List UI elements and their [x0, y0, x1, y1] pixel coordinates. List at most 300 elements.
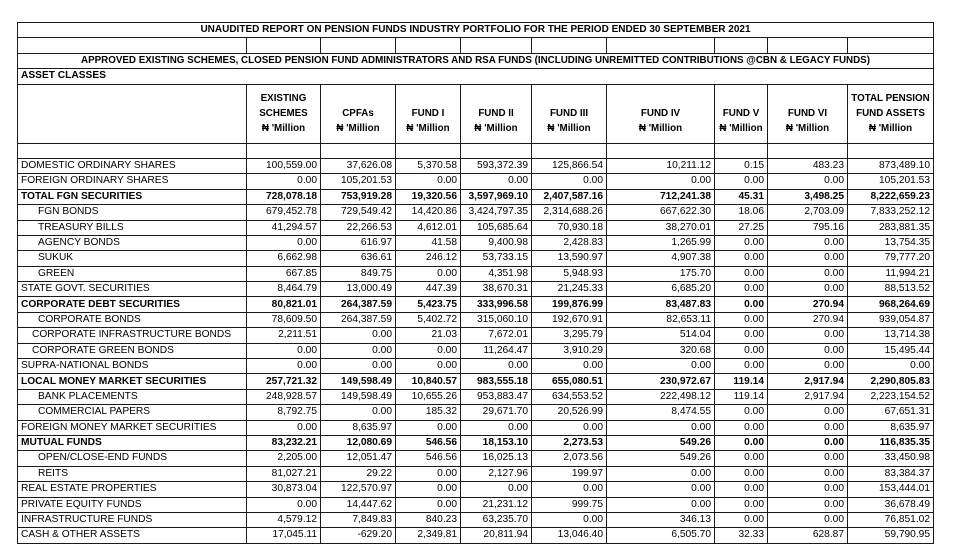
cell-value: 0.00 — [768, 359, 848, 374]
cell-value: 119.14 — [715, 374, 768, 389]
table-row — [18, 282, 934, 297]
cell-value: 3,910.29 — [532, 343, 607, 358]
cell-value: 270.94 — [768, 312, 848, 327]
cell-value: 5,423.75 — [396, 297, 461, 312]
cell-value: 264,387.59 — [321, 297, 396, 312]
cell-value: 83,487.83 — [607, 297, 715, 312]
cell-value: 953,883.47 — [461, 389, 532, 404]
cell-value: 0.00 — [715, 466, 768, 481]
cell-value: 0.00 — [768, 343, 848, 358]
cell-value: 9,400.98 — [461, 235, 532, 250]
column-header-line2: FUND II — [478, 108, 514, 120]
table-row — [18, 466, 934, 481]
cell-value: 230,972.67 — [607, 374, 715, 389]
cell-value: 0.00 — [321, 328, 396, 343]
cell-value: 4,612.01 — [396, 220, 461, 235]
cell-value: 70,930.18 — [532, 220, 607, 235]
cell-value: 0.00 — [396, 466, 461, 481]
cell-value: 2,917.94 — [768, 374, 848, 389]
cell-value: 0.00 — [715, 512, 768, 527]
column-header-unit: ₦ 'Million — [336, 123, 380, 135]
title-row — [18, 23, 934, 38]
row-label: FGN BONDS — [18, 205, 247, 220]
cell-value: 0.00 — [247, 497, 321, 512]
table-row — [18, 266, 934, 281]
cell-value: 0.00 — [715, 343, 768, 358]
cell-value: 616.97 — [321, 235, 396, 250]
cell-value: 0.00 — [715, 251, 768, 266]
column-header — [532, 84, 607, 143]
cell-value: 333,996.58 — [461, 297, 532, 312]
cell-value: 0.00 — [768, 251, 848, 266]
cell-value: 315,060.10 — [461, 312, 532, 327]
table-row — [18, 158, 934, 173]
cell-value: 149,598.49 — [321, 374, 396, 389]
cell-value: 4,907.38 — [607, 251, 715, 266]
cell-value: 8,222,659.23 — [848, 189, 934, 204]
cell-value: 13,000.49 — [321, 282, 396, 297]
cell-value: 712,241.38 — [607, 189, 715, 204]
row-label: CORPORATE BONDS — [18, 312, 247, 327]
column-header-line1 — [610, 91, 711, 106]
cell-value: 0.00 — [396, 420, 461, 435]
cell-value: 849.75 — [321, 266, 396, 281]
cell-value: 1,265.99 — [607, 235, 715, 250]
table-row — [18, 251, 934, 266]
cell-value: 546.56 — [396, 451, 461, 466]
cell-value: 549.26 — [607, 451, 715, 466]
spacer-row — [18, 38, 934, 53]
cell-value: 2,703.09 — [768, 205, 848, 220]
cell-value: 3,597,969.10 — [461, 189, 532, 204]
cell-value: 2,290,805.83 — [848, 374, 934, 389]
row-label: BANK PLACEMENTS — [18, 389, 247, 404]
cell-value: 13,754.35 — [848, 235, 934, 250]
cell-value: 999.75 — [532, 497, 607, 512]
cell-value: 0.00 — [396, 266, 461, 281]
cell-value: 0.00 — [768, 266, 848, 281]
cell-value: 0.00 — [321, 343, 396, 358]
column-header-line1: EXISTING — [260, 93, 307, 105]
column-header-unit: ₦ 'Million — [261, 123, 306, 135]
cell-value: 447.39 — [396, 282, 461, 297]
row-label: COMMERCIAL PAPERS — [18, 405, 247, 420]
cell-value: 0.00 — [715, 405, 768, 420]
cell-value: 0.00 — [768, 174, 848, 189]
table-row — [18, 312, 934, 327]
cell-value: 13,714.38 — [848, 328, 934, 343]
report-title: UNAUDITED REPORT ON PENSION FUNDS INDUSTRY PORTFOLIO FOR THE PERIOD ENDED 30 SEPTEMBER 2021 — [18, 23, 934, 38]
cell-value: 0.00 — [715, 174, 768, 189]
cell-value: 0.00 — [768, 435, 848, 450]
cell-value: -629.20 — [321, 528, 396, 543]
cell-value: 0.00 — [607, 420, 715, 435]
cell-value: 0.00 — [461, 174, 532, 189]
cell-value: 41,294.57 — [247, 220, 321, 235]
column-header — [768, 84, 848, 143]
cell-value: 153,444.01 — [848, 482, 934, 497]
portfolio-table — [17, 22, 934, 544]
cell-value: 840.23 — [396, 512, 461, 527]
cell-value: 873,489.10 — [848, 158, 934, 173]
cell-value: 5,948.93 — [532, 266, 607, 281]
table-row — [18, 220, 934, 235]
cell-value: 79,777.20 — [848, 251, 934, 266]
table-row — [18, 374, 934, 389]
cell-value: 8,464.79 — [247, 282, 321, 297]
cell-value: 36,678.49 — [848, 497, 934, 512]
column-header-line2: CPFAs — [342, 108, 374, 120]
cell-value: 2,205.00 — [247, 451, 321, 466]
cell-value: 7,672.01 — [461, 328, 532, 343]
cell-value: 199.97 — [532, 466, 607, 481]
row-label: PRIVATE EQUITY FUNDS — [18, 497, 247, 512]
cell-value: 63,235.70 — [461, 512, 532, 527]
cell-value: 175.70 — [607, 266, 715, 281]
column-header-line1 — [464, 91, 528, 106]
row-label: DOMESTIC ORDINARY SHARES — [18, 158, 247, 173]
cell-value: 8,792.75 — [247, 405, 321, 420]
row-label: OPEN/CLOSE-END FUNDS — [18, 451, 247, 466]
table-row — [18, 297, 934, 312]
cell-value: 968,264.69 — [848, 297, 934, 312]
cell-value: 0.00 — [768, 282, 848, 297]
cell-value: 2,917.94 — [768, 389, 848, 404]
cell-value: 0.00 — [607, 359, 715, 374]
column-header-unit: ₦ 'Million — [868, 123, 913, 135]
cell-value: 0.00 — [247, 420, 321, 435]
row-label: INFRASTRUCTURE FUNDS — [18, 512, 247, 527]
cell-value: 17,045.11 — [247, 528, 321, 543]
cell-value: 0.00 — [396, 343, 461, 358]
cell-value: 0.00 — [396, 482, 461, 497]
cell-value: 83,232.21 — [247, 435, 321, 450]
column-header — [461, 84, 532, 143]
column-header — [848, 84, 934, 143]
cell-value: 16,025.13 — [461, 451, 532, 466]
cell-value: 192,670.91 — [532, 312, 607, 327]
cell-value: 0.00 — [715, 482, 768, 497]
cell-value: 20,526.99 — [532, 405, 607, 420]
cell-value: 2,211.51 — [247, 328, 321, 343]
cell-value: 76,851.02 — [848, 512, 934, 527]
cell-value: 264,387.59 — [321, 312, 396, 327]
column-header-line2: FUND I — [411, 108, 445, 120]
cell-value: 12,051.47 — [321, 451, 396, 466]
asset-classes-label: ASSET CLASSES — [18, 69, 247, 84]
table-row — [18, 174, 934, 189]
column-header-unit: ₦ 'Million — [719, 123, 763, 135]
cell-value: 78,609.50 — [247, 312, 321, 327]
cell-value: 0.00 — [461, 359, 532, 374]
row-label: SUPRA-NATIONAL BONDS — [18, 359, 247, 374]
row-label: LOCAL MONEY MARKET SECURITIES — [18, 374, 247, 389]
cell-value: 0.00 — [607, 174, 715, 189]
column-header-line1 — [399, 91, 457, 106]
cell-value: 21.03 — [396, 328, 461, 343]
cell-value: 2,073.56 — [532, 451, 607, 466]
row-label: FOREIGN MONEY MARKET SECURITIES — [18, 420, 247, 435]
cell-value: 0.00 — [848, 359, 934, 374]
cell-value: 2,428.83 — [532, 235, 607, 250]
cell-value: 679,452.78 — [247, 205, 321, 220]
cell-value: 0.00 — [607, 466, 715, 481]
cell-value: 15,495.44 — [848, 343, 934, 358]
cell-value: 185.32 — [396, 405, 461, 420]
cell-value: 119.14 — [715, 389, 768, 404]
cell-value: 6,685.20 — [607, 282, 715, 297]
table-row — [18, 235, 934, 250]
table-row — [18, 512, 934, 527]
cell-value: 0.00 — [396, 174, 461, 189]
column-header-line2: FUND V — [722, 108, 760, 120]
cell-value: 8,474.55 — [607, 405, 715, 420]
cell-value: 0.00 — [532, 420, 607, 435]
cell-value: 13,590.97 — [532, 251, 607, 266]
cell-value: 21,231.12 — [461, 497, 532, 512]
cell-value: 38,270.01 — [607, 220, 715, 235]
cell-value: 11,994.21 — [848, 266, 934, 281]
cell-value: 38,670.31 — [461, 282, 532, 297]
row-label: GREEN — [18, 266, 247, 281]
cell-value: 116,835.35 — [848, 435, 934, 450]
cell-value: 32.33 — [715, 528, 768, 543]
cell-value: 53,733.15 — [461, 251, 532, 266]
cell-value: 22,266.53 — [321, 220, 396, 235]
cell-value: 0.00 — [768, 420, 848, 435]
column-header — [715, 84, 768, 143]
subtitle-row — [18, 53, 934, 68]
row-label: SUKUK — [18, 251, 247, 266]
cell-value: 105,201.53 — [321, 174, 396, 189]
column-header-line1 — [771, 91, 844, 106]
cell-value: 2,127.96 — [461, 466, 532, 481]
cell-value: 514.04 — [607, 328, 715, 343]
row-label: STATE GOVT. SECURITIES — [18, 282, 247, 297]
column-header-line1 — [718, 91, 764, 106]
table-row — [18, 189, 934, 204]
row-label: REAL ESTATE PROPERTIES — [18, 482, 247, 497]
column-header-row — [18, 84, 934, 143]
cell-value: 634,553.52 — [532, 389, 607, 404]
cell-value: 549.26 — [607, 435, 715, 450]
row-label: MUTUAL FUNDS — [18, 435, 247, 450]
cell-value: 0.00 — [461, 482, 532, 497]
cell-value: 100,559.00 — [247, 158, 321, 173]
cell-value: 199,876.99 — [532, 297, 607, 312]
cell-value: 0.00 — [532, 512, 607, 527]
cell-value: 0.00 — [396, 497, 461, 512]
cell-value: 257,721.32 — [247, 374, 321, 389]
cell-value: 2,223,154.52 — [848, 389, 934, 404]
cell-value: 0.00 — [607, 482, 715, 497]
cell-value: 0.00 — [768, 405, 848, 420]
cell-value: 0.00 — [715, 312, 768, 327]
table-row — [18, 343, 934, 358]
row-label: CORPORATE DEBT SECURITIES — [18, 297, 247, 312]
cell-value: 0.00 — [321, 359, 396, 374]
cell-value: 636.61 — [321, 251, 396, 266]
cell-value: 0.00 — [532, 359, 607, 374]
cell-value: 10,655.26 — [396, 389, 461, 404]
cell-value: 655,080.51 — [532, 374, 607, 389]
cell-value: 0.00 — [715, 235, 768, 250]
cell-value: 122,570.97 — [321, 482, 396, 497]
cell-value: 483.23 — [768, 158, 848, 173]
cell-value: 983,555.18 — [461, 374, 532, 389]
cell-value: 246.12 — [396, 251, 461, 266]
cell-value: 20,811.94 — [461, 528, 532, 543]
cell-value: 29,671.70 — [461, 405, 532, 420]
cell-value: 0.15 — [715, 158, 768, 173]
cell-value: 628.87 — [768, 528, 848, 543]
column-header-line1 — [535, 91, 603, 106]
cell-value: 0.00 — [247, 343, 321, 358]
cell-value: 45.31 — [715, 189, 768, 204]
row-label: TOTAL FGN SECURITIES — [18, 189, 247, 204]
cell-value: 7,849.83 — [321, 512, 396, 527]
cell-value: 222,498.12 — [607, 389, 715, 404]
cell-value: 21,245.33 — [532, 282, 607, 297]
cell-value: 105,201.53 — [848, 174, 934, 189]
column-header-line2: FUND III — [549, 108, 589, 120]
cell-value: 14,447.62 — [321, 497, 396, 512]
column-header-unit: ₦ 'Million — [638, 123, 683, 135]
cell-value: 82,653.11 — [607, 312, 715, 327]
cell-value: 248,928.57 — [247, 389, 321, 404]
column-header-line1 — [324, 91, 392, 106]
cell-value: 0.00 — [768, 482, 848, 497]
cell-value: 125,866.54 — [532, 158, 607, 173]
cell-value: 0.00 — [247, 174, 321, 189]
cell-value: 0.00 — [532, 482, 607, 497]
cell-value: 0.00 — [396, 359, 461, 374]
cell-value: 0.00 — [607, 497, 715, 512]
cell-value: 2,349.81 — [396, 528, 461, 543]
column-header — [396, 84, 461, 143]
cell-value: 0.00 — [768, 497, 848, 512]
row-label: CORPORATE GREEN BONDS — [18, 343, 247, 358]
cell-value: 753,919.28 — [321, 189, 396, 204]
spacer-row — [18, 143, 934, 158]
cell-value: 14,420.86 — [396, 205, 461, 220]
table-row — [18, 205, 934, 220]
column-header-line2: FUND VI — [787, 108, 828, 120]
row-label: TREASURY BILLS — [18, 220, 247, 235]
column-header-unit: ₦ 'Million — [406, 123, 450, 135]
cell-value: 19,320.56 — [396, 189, 461, 204]
column-header-line2: FUND IV — [640, 108, 681, 120]
cell-value: 88,513.52 — [848, 282, 934, 297]
cell-value: 8,635.97 — [321, 420, 396, 435]
table-row — [18, 328, 934, 343]
cell-value: 81,027.21 — [247, 466, 321, 481]
cell-value: 0.00 — [715, 282, 768, 297]
cell-value: 593,372.39 — [461, 158, 532, 173]
cell-value: 105,685.64 — [461, 220, 532, 235]
column-header — [607, 84, 715, 143]
cell-value: 0.00 — [247, 235, 321, 250]
report-subtitle: APPROVED EXISTING SCHEMES, CLOSED PENSION FUND ADMINISTRATORS AND RSA FUNDS (INCLUDING UNREMITTED CONTRIBUTIONS @CBN & LEGACY FUNDS) — [18, 53, 934, 68]
table-row — [18, 435, 934, 450]
cell-value: 2,314,688.26 — [532, 205, 607, 220]
cell-value: 59,790.95 — [848, 528, 934, 543]
cell-value: 0.00 — [715, 497, 768, 512]
table-row — [18, 359, 934, 374]
cell-value: 0.00 — [768, 235, 848, 250]
cell-value: 0.00 — [768, 466, 848, 481]
table-row — [18, 482, 934, 497]
table-row — [18, 405, 934, 420]
cell-value: 13,046.40 — [532, 528, 607, 543]
cell-value: 270.94 — [768, 297, 848, 312]
cell-value: 3,498.25 — [768, 189, 848, 204]
row-label: AGENCY BONDS — [18, 235, 247, 250]
column-header — [247, 84, 321, 143]
cell-value: 0.00 — [715, 420, 768, 435]
cell-value: 18,153.10 — [461, 435, 532, 450]
cell-value: 0.00 — [532, 174, 607, 189]
cell-value: 667,622.30 — [607, 205, 715, 220]
row-label: REITS — [18, 466, 247, 481]
cell-value: 346.13 — [607, 512, 715, 527]
cell-value: 10,840.57 — [396, 374, 461, 389]
cell-value: 27.25 — [715, 220, 768, 235]
table-row — [18, 451, 934, 466]
cell-value: 2,273.53 — [532, 435, 607, 450]
cell-value: 667.85 — [247, 266, 321, 281]
table-row — [18, 420, 934, 435]
cell-value: 0.00 — [715, 451, 768, 466]
cell-value: 0.00 — [715, 359, 768, 374]
column-header-line1: TOTAL PENSION — [851, 93, 930, 105]
column-header-unit: ₦ 'Million — [547, 123, 591, 135]
row-label: CASH & OTHER ASSETS — [18, 528, 247, 543]
cell-value: 546.56 — [396, 435, 461, 450]
cell-value: 8,635.97 — [848, 420, 934, 435]
cell-value: 10,211.12 — [607, 158, 715, 173]
cell-value: 37,626.08 — [321, 158, 396, 173]
cell-value: 729,549.42 — [321, 205, 396, 220]
cell-value: 283,881.35 — [848, 220, 934, 235]
asset-classes-row — [18, 69, 934, 84]
cell-value: 0.00 — [715, 297, 768, 312]
cell-value: 0.00 — [715, 266, 768, 281]
cell-value: 4,579.12 — [247, 512, 321, 527]
header-label-cell — [18, 84, 247, 143]
cell-value: 80,821.01 — [247, 297, 321, 312]
row-label: FOREIGN ORDINARY SHARES — [18, 174, 247, 189]
cell-value: 41.58 — [396, 235, 461, 250]
cell-value: 18.06 — [715, 205, 768, 220]
cell-value: 11,264.47 — [461, 343, 532, 358]
cell-value: 29.22 — [321, 466, 396, 481]
cell-value: 0.00 — [321, 405, 396, 420]
cell-value: 67,651.31 — [848, 405, 934, 420]
cell-value: 0.00 — [768, 451, 848, 466]
cell-value: 30,873.04 — [247, 482, 321, 497]
cell-value: 33,450.98 — [848, 451, 934, 466]
cell-value: 2,407,587.16 — [532, 189, 607, 204]
cell-value: 4,351.98 — [461, 266, 532, 281]
cell-value: 5,370.58 — [396, 158, 461, 173]
column-header-line2: SCHEMES — [259, 108, 308, 120]
cell-value: 320.68 — [607, 343, 715, 358]
cell-value: 0.00 — [768, 328, 848, 343]
cell-value: 3,295.79 — [532, 328, 607, 343]
cell-value: 795.16 — [768, 220, 848, 235]
cell-value: 12,080.69 — [321, 435, 396, 450]
